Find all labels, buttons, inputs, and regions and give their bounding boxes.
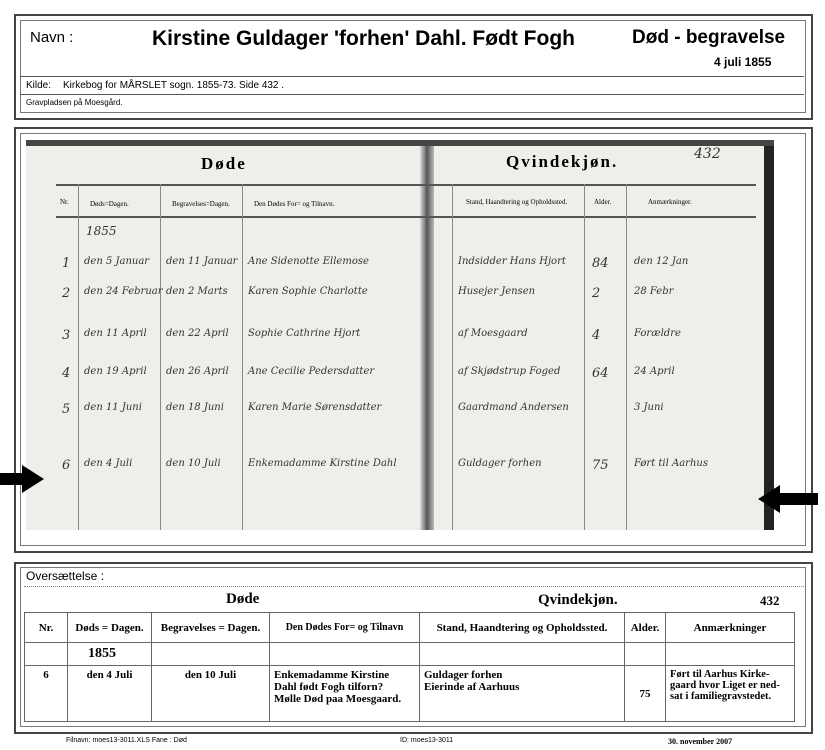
scan-cell-nr: 2 — [62, 286, 71, 301]
scan-cell-name: Enkemadamme Kirstine Dahl — [248, 458, 397, 469]
tr-col-died: Døds = Dagen. — [68, 613, 152, 643]
scan-cell-buried: den 18 Juni — [166, 402, 224, 413]
tr-entry-note — [666, 666, 795, 722]
scan-cell-died: den 19 April — [84, 366, 147, 377]
scan-cell-stand: Husejer Jensen — [458, 286, 536, 297]
scan-vrule — [160, 184, 161, 530]
translation-label: Oversættelse : — [26, 569, 105, 583]
scan-cell-stand: Guldager forhen — [458, 458, 542, 469]
scan-cell-note: 24 April — [634, 366, 675, 377]
scan-cell-died: den 11 Juni — [84, 402, 142, 413]
scan-rule-top — [56, 184, 756, 186]
tr-year: 1855 — [68, 643, 152, 666]
scan-cell-name: Ane Sidenotte Ellemose — [248, 256, 369, 267]
scan-col-nr: Nr. — [60, 198, 69, 206]
tr-note-line: sat i familiegravstedet. — [670, 691, 772, 702]
scan-vrule — [584, 184, 585, 530]
footer-filnavn: Filnavn: moes13-3011.XLS Fane : Død — [66, 737, 187, 744]
tr-col-age: Alder. — [625, 613, 666, 643]
scan-cell-stand: af Skjødstrup Foged — [458, 366, 561, 377]
scan-cell-nr: 4 — [62, 366, 71, 381]
tr-col-name: Den Dødes For= og Tilnavn — [270, 613, 420, 643]
tr-name-line: Dahl født Fogh tilforn? — [274, 681, 384, 693]
tr-entry-stand — [420, 666, 625, 722]
scan-year: 1855 — [86, 224, 117, 238]
scan-cell-age: 84 — [592, 256, 609, 271]
person-name: Kirstine Guldager 'forhen' Dahl. Født Fogh — [152, 27, 575, 50]
navn-label: Navn : — [30, 29, 74, 46]
tr-col-stand: Stand, Haandtering og Opholdssted. — [420, 613, 625, 643]
scan-col-note: Anmærkninger. — [648, 198, 692, 206]
scan-cell-age: 4 — [592, 328, 601, 343]
translation-header-row — [25, 613, 795, 643]
scan-cell-age: 75 — [592, 458, 609, 473]
scan-cell-note: 3 Juni — [634, 402, 664, 413]
scan-cell-died: den 11 April — [84, 328, 147, 339]
tr-entry-buried: den 10 Juli — [152, 666, 270, 722]
kilde-label: Kilde: — [26, 80, 52, 91]
tr-note-line: Ført til Aarhus Kirke- — [670, 669, 770, 680]
tr-entry-name — [270, 666, 420, 722]
gravplads-text: Gravpladsen på Moesgård. — [26, 98, 123, 107]
scan-cell-buried: den 10 Juli — [166, 458, 221, 469]
scan-col-age: Alder. — [594, 198, 612, 206]
tr-entry-died: den 4 Juli — [68, 666, 152, 722]
right-arrow-icon — [758, 485, 820, 513]
scan-cell-died: den 5 Januar — [84, 256, 150, 267]
tr-col-note: Anmærkninger — [666, 613, 795, 643]
scan-vrule — [452, 184, 453, 530]
scan-cell-buried: den 11 Januar — [166, 256, 238, 267]
scan-cell-nr: 3 — [62, 328, 71, 343]
scan-cell-died: den 4 Juli — [84, 458, 133, 469]
scan-cell-note: Forældre — [634, 328, 681, 339]
scan-cell-nr: 1 — [62, 256, 71, 271]
tr-entry-nr: 6 — [25, 666, 68, 722]
top-edge — [26, 140, 774, 146]
tr-name-line: Enkemadamme Kirstine — [274, 669, 390, 681]
scan-cell-buried: den 26 April — [166, 366, 229, 377]
header-divider — [20, 76, 804, 77]
scan-cell-buried: den 22 April — [166, 328, 229, 339]
scan-cell-died: den 24 Februar — [84, 286, 163, 297]
scan-vrule — [626, 184, 627, 530]
tr-name-line: Mølle Død paa Moesgaard. — [274, 693, 402, 705]
scan-cell-name: Sophie Cathrine Hjort — [248, 328, 361, 339]
translation-year-row — [25, 643, 795, 666]
scan-vrule — [78, 184, 79, 530]
tr-stand-line: Eierinde af Aarhuus — [424, 681, 520, 693]
kilde-text: Kirkebog for MÅRSLET sogn. 1855-73. Side 432 . — [63, 80, 285, 91]
scan-cell-nr: 5 — [62, 402, 71, 417]
translation-heading-left: Døde — [226, 591, 260, 607]
scan-cell-stand: Gaardmand Andersen — [458, 402, 569, 413]
event-date: 4 juli 1855 — [714, 55, 772, 69]
scan-cell-note: 28 Febr — [634, 286, 674, 297]
scan-cell-nr: 6 — [62, 458, 71, 473]
translation-divider — [24, 586, 804, 587]
left-arrow-icon — [0, 465, 45, 493]
scan-cell-note: Ført til Aarhus — [634, 458, 708, 469]
header-divider-2 — [20, 94, 804, 95]
tr-col-buried: Begravelses = Dagen. — [152, 613, 270, 643]
footer-date: 30. november 2007 — [668, 737, 733, 746]
tr-stand-line: Guldager forhen — [424, 669, 503, 681]
scan-col-died: Døds=Dagen. — [90, 200, 129, 208]
scan-cell-name: Karen Marie Sørensdatter — [248, 402, 382, 413]
scan-heading-left: Døde — [201, 154, 247, 173]
translation-heading-right: Qvindekjøn. — [538, 592, 618, 608]
translation-entry-row — [25, 666, 795, 722]
scan-cell-stand: Indsidder Hans Hjort — [458, 256, 566, 267]
scan-cell-name: Karen Sophie Charlotte — [248, 286, 368, 297]
scan-col-stand: Stand, Haandtering og Opholdssted. — [466, 198, 568, 206]
scan-cell-age: 2 — [592, 286, 601, 301]
scan-cell-buried: den 2 Marts — [166, 286, 228, 297]
scan-rule-head — [56, 216, 756, 218]
right-page-edge — [764, 140, 774, 530]
church-book-scan — [26, 140, 774, 530]
translation-page-number: 432 — [760, 593, 780, 608]
scan-vrule — [242, 184, 243, 530]
tr-entry-age: 75 — [625, 666, 666, 722]
scan-cell-age: 64 — [592, 366, 609, 381]
scan-cell-note: den 12 Jan — [634, 256, 689, 267]
scan-page-number: 432 — [694, 146, 721, 162]
scan-cell-name: Ane Cecilie Pedersdatter — [248, 366, 375, 377]
spine-shadow — [420, 140, 434, 530]
footer-id: ID: moes13-3011 — [400, 737, 454, 744]
scan-col-buried: Begravelses=Dagen. — [172, 200, 230, 208]
tr-col-nr: Nr. — [25, 613, 68, 643]
scan-heading-right: Qvindekjøn. — [506, 152, 619, 171]
scan-col-name: Den Dødes For= og Tilnavn. — [254, 200, 335, 208]
translation-table — [24, 612, 795, 722]
tr-note-line: gaard hvor Liget er ned- — [670, 680, 780, 691]
scan-cell-stand: af Moesgaard — [458, 328, 528, 339]
event-type: Død - begravelse — [632, 27, 786, 48]
